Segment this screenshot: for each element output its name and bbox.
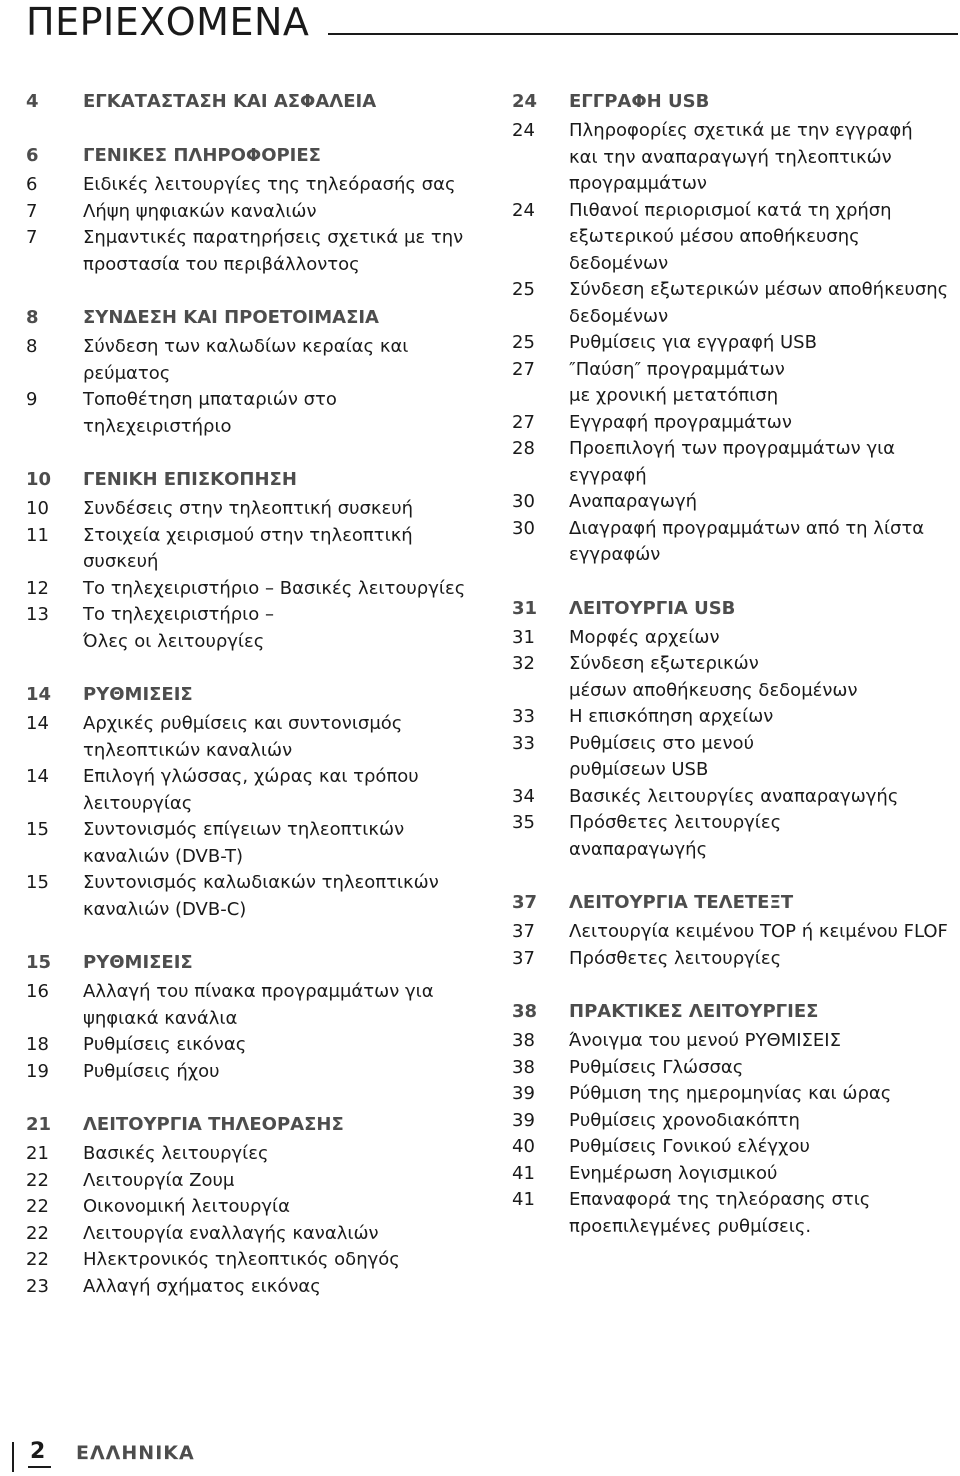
toc-section	[512, 998, 952, 1240]
toc-entry[interactable]	[512, 330, 952, 357]
toc-entry-text: Πρόσθετες λειτουργίες	[569, 947, 782, 969]
toc-section-heading[interactable]	[26, 466, 476, 494]
toc-section	[26, 1111, 476, 1300]
toc-entry-text: Επαναφορά της τηλεόρασης στις προεπιλεγμένες ρυθμίσεις.	[569, 1189, 871, 1237]
toc-entry-text: Αναπαραγωγή	[569, 491, 698, 512]
toc-section	[26, 466, 476, 655]
toc-entry[interactable]	[26, 1194, 476, 1221]
toc-heading-page: 6	[26, 145, 39, 166]
toc-entry-text: Ρυθμίσεις στο μενού ρυθμίσεων USB	[569, 732, 754, 780]
toc-entry-page: 31	[512, 626, 535, 648]
toc-entry[interactable]	[512, 516, 952, 569]
toc-entry-text: Σύνδεση εξωτερικών μέσων αποθήκευσης δεδομένων	[569, 279, 949, 327]
toc-entry[interactable]	[512, 198, 952, 278]
toc-entry[interactable]	[512, 946, 952, 973]
toc-entry-text: Συντονισμός καλωδιακών τηλεοπτικών καναλιών (DVB-C)	[83, 872, 439, 920]
toc-entry[interactable]	[512, 436, 952, 489]
toc-entry-page: 8	[26, 336, 38, 357]
toc-section-heading[interactable]	[26, 142, 476, 170]
toc-entry-page: 24	[512, 199, 535, 221]
toc-entry[interactable]	[512, 118, 952, 198]
toc-entry-page: 37	[512, 947, 535, 969]
toc-entry-page: 14	[26, 713, 49, 734]
toc-entry-text: Πληροφορίες σχετικά με την εγγραφή και την αναπαραγωγή τηλεοπτικών προγραμμάτων	[569, 120, 913, 194]
toc-heading-text: ΠΡΑΚΤΙΚΕΣ ΛΕΙΤΟΥΡΓΙΕΣ	[569, 1001, 819, 1022]
toc-entry[interactable]	[512, 625, 952, 652]
toc-section-heading[interactable]	[512, 889, 952, 917]
toc-entry[interactable]	[512, 784, 952, 811]
toc-entry-page: 15	[26, 872, 49, 893]
toc-heading-text: ΛΕΙΤΟΥΡΓΙΑ ΤΕΛΕΤΕΞΤ	[569, 892, 794, 913]
toc-heading-page: 8	[26, 307, 39, 328]
toc-entry-text: Ρυθμίσεις Γλώσσας	[569, 1056, 744, 1078]
toc-heading-text: ΛΕΙΤΟΥΡΓΙΑ ΤΗΛΕΟΡΑΣΗΣ	[83, 1114, 344, 1135]
toc-entry-text: Άνοιγμα του μενού ΡΥΘΜΙΣΕΙΣ	[569, 1030, 841, 1051]
toc-entry[interactable]	[26, 496, 476, 523]
toc-entry[interactable]	[512, 704, 952, 731]
toc-entry-text: Συντονισμός επίγειων τηλεοπτικών καναλιών (DVB-T)	[83, 819, 405, 867]
toc-entry-page: 22	[26, 1196, 49, 1217]
toc-entry-page: 11	[26, 524, 49, 546]
toc-entry-page: 33	[512, 706, 535, 727]
toc-entry-page: 41	[512, 1162, 535, 1184]
toc-entry-text: Αρχικές ρυθμίσεις και συντονισμός τηλεοπτικών καναλιών	[83, 713, 403, 761]
toc-section	[26, 304, 476, 440]
toc-entry[interactable]	[512, 1161, 952, 1188]
toc-section	[26, 949, 476, 1085]
toc-heading-page: 14	[26, 684, 52, 705]
toc-entry-text: Πιθανοί περιορισμοί κατά τη χρήση εξωτερικού μέσου αποθήκευσης δεδομένων	[569, 199, 892, 274]
toc-entry-text: Ηλεκτρονικός τηλεοπτικός οδηγός	[83, 1249, 400, 1270]
toc-entry-page: 32	[512, 653, 535, 674]
toc-entry-text: Ρυθμίσεις για εγγραφή USB	[569, 332, 817, 353]
toc-entry-text: Προεπιλογή των προγραμμάτων για εγγραφή	[569, 438, 896, 486]
toc-section-heading[interactable]	[26, 88, 476, 116]
page-number: 2	[28, 1438, 51, 1468]
toc-entry-page: 38	[512, 1030, 535, 1051]
toc-entry[interactable]	[512, 810, 952, 863]
toc-entry[interactable]	[512, 1028, 952, 1055]
toc-entry[interactable]	[26, 1141, 476, 1168]
toc-entry[interactable]	[512, 919, 952, 946]
toc-heading-text: ΣΥΝΔΕΣΗ ΚΑΙ ΠΡΟΕΤΟΙΜΑΣΙΑ	[83, 307, 379, 328]
title-rule	[328, 33, 958, 35]
toc-entry-page: 28	[512, 438, 535, 459]
toc-heading-text: ΕΓΚΑΤΑΣΤΑΣΗ ΚΑΙ ΑΣΦΑΛΕΙΑ	[83, 91, 377, 112]
toc-heading-page: 38	[512, 1001, 538, 1022]
toc-entry[interactable]	[26, 1059, 476, 1086]
toc-left-column	[26, 88, 476, 1326]
toc-entry-page: 33	[512, 732, 535, 754]
toc-heading-text: ΡΥΘΜΙΣΕΙΣ	[83, 952, 193, 973]
toc-entry-text: Επιλογή γλώσσας, χώρας και τρόπου λειτουργίας	[83, 766, 419, 814]
toc-heading-text: ΓΕΝΙΚΗ ΕΠΙΣΚΟΠΗΣΗ	[83, 469, 297, 490]
toc-entry-text: Ρυθμίσεις χρονοδιακόπτη	[569, 1109, 800, 1131]
toc-section-heading[interactable]	[26, 1111, 476, 1139]
toc-entry[interactable]	[512, 357, 952, 410]
toc-heading-page: 31	[512, 597, 538, 619]
toc-entry[interactable]	[512, 410, 952, 437]
toc-entry-page: 34	[512, 785, 535, 807]
toc-entry-page: 37	[512, 921, 535, 942]
toc-section-heading[interactable]	[512, 88, 952, 116]
toc-entry[interactable]	[26, 764, 476, 817]
toc-section-heading[interactable]	[26, 949, 476, 977]
toc-entry-text: Αλλαγή σχήματος εικόνας	[83, 1275, 321, 1297]
page-title: ΠΕΡΙΕΧΟΜΕΝΑ	[26, 0, 310, 44]
toc-entry[interactable]	[26, 387, 476, 440]
toc-entry-page: 9	[26, 389, 38, 410]
toc-heading-text: ΡΥΘΜΙΣΕΙΣ	[83, 684, 193, 705]
footer-bar	[12, 1442, 14, 1472]
toc-entry-page: 18	[26, 1034, 49, 1055]
toc-entry-text: Τοποθέτηση μπαταριών στο τηλεχειριστήριο	[83, 389, 337, 437]
toc-entry-page: 39	[512, 1109, 535, 1131]
toc-entry-page: 27	[512, 411, 535, 433]
toc-entry[interactable]	[26, 1168, 476, 1195]
toc-entry[interactable]	[512, 651, 952, 704]
toc-entry-text: Στοιχεία χειρισμού στην τηλεοπτική συσκευή	[83, 524, 413, 572]
toc-entry-text: Εγγραφή προγραμμάτων	[569, 411, 792, 433]
toc-entry[interactable]	[26, 523, 476, 576]
toc-section	[512, 889, 952, 972]
toc-entry-text: ″Παύση″ προγραμμάτων με χρονική μετατόπιση	[569, 358, 785, 406]
toc-entry-text: Διαγραφή προγραμμάτων από τη λίστα εγγραφών	[569, 517, 925, 565]
toc-heading-page: 37	[512, 892, 538, 913]
toc-entry-page: 25	[512, 279, 535, 300]
toc-entry-text: Το τηλεχειριστήριο – Βασικές λειτουργίες	[83, 577, 466, 599]
toc-entry[interactable]	[26, 334, 476, 387]
toc-entry-page: 7	[26, 200, 38, 222]
toc-entry[interactable]	[512, 1108, 952, 1135]
toc-entry[interactable]	[512, 1187, 952, 1240]
toc-heading-page: 4	[26, 91, 39, 112]
toc-entry-page: 21	[26, 1143, 49, 1164]
toc-entry-text: Σύνδεση των καλωδίων κεραίας και ρεύματος	[83, 336, 409, 384]
toc-entry-text: Σημαντικές παρατηρήσεις σχετικά με την προστασία του περιβάλλοντος	[83, 227, 464, 275]
toc-entry-text: Οικονομική λειτουργία	[83, 1196, 290, 1217]
toc-section-heading[interactable]	[26, 681, 476, 709]
toc-entry-page: 22	[26, 1249, 49, 1270]
toc-entry-page: 27	[512, 358, 535, 380]
toc-entry-page: 10	[26, 498, 49, 519]
toc-entry-page: 12	[26, 577, 49, 599]
toc-entry[interactable]	[512, 489, 952, 516]
toc-entry[interactable]	[26, 602, 476, 655]
toc-entry-text: Αλλαγή του πίνακα προγραμμάτων για ψηφιακά κανάλια	[83, 981, 434, 1029]
toc-entry-text: Λειτουργία κειμένου TOP ή κειμένου FLOF	[569, 921, 948, 942]
toc-section	[512, 595, 952, 864]
toc-heading-page: 15	[26, 952, 52, 973]
toc-entry-page: 30	[512, 517, 535, 539]
toc-section	[26, 88, 476, 116]
toc-entry-page: 40	[512, 1136, 535, 1157]
toc-entry-text: Ρυθμίσεις εικόνας	[83, 1034, 247, 1055]
toc-entry[interactable]	[26, 1032, 476, 1059]
toc-entry[interactable]	[26, 172, 476, 199]
toc-entry-page: 22	[26, 1169, 49, 1191]
toc-entry[interactable]	[512, 1134, 952, 1161]
toc-entry[interactable]	[512, 731, 952, 784]
toc-section-heading[interactable]	[26, 304, 476, 332]
toc-entry-text: Το τηλεχειριστήριο – Όλες οι λειτουργίες	[83, 604, 274, 652]
toc-entry[interactable]	[26, 1274, 476, 1301]
toc-entry-page: 15	[26, 819, 49, 840]
toc-heading-text: ΕΓΓΡΑΦΗ USB	[569, 91, 710, 112]
toc-entry-page: 30	[512, 491, 535, 512]
toc-entry-text: Βασικές λειτουργίες	[83, 1143, 269, 1164]
toc-entry[interactable]	[512, 277, 952, 330]
toc-entry-page: 7	[26, 227, 38, 248]
toc-entry[interactable]	[26, 225, 476, 278]
toc-entry-page: 23	[26, 1275, 49, 1297]
toc-right-column	[512, 88, 952, 1266]
toc-heading-page: 21	[26, 1114, 52, 1135]
toc-section-heading[interactable]	[512, 998, 952, 1026]
toc-entry-page: 38	[512, 1056, 535, 1078]
toc-entry-text: Ειδικές λειτουργίες της τηλεόρασής σας	[83, 174, 456, 195]
toc-entry-text: Ρύθμιση της ημερομηνίας και ώρας	[569, 1083, 892, 1104]
toc-heading-text: ΓΕΝΙΚΕΣ ΠΛΗΡΟΦΟΡΙΕΣ	[83, 145, 321, 166]
toc-entry-page: 39	[512, 1083, 535, 1104]
toc-entry[interactable]	[26, 1221, 476, 1248]
toc-entry-page: 35	[512, 812, 535, 833]
toc-entry-text: Η επισκόπηση αρχείων	[569, 706, 774, 727]
toc-section	[512, 88, 952, 569]
toc-entry[interactable]	[26, 199, 476, 226]
toc-section	[26, 142, 476, 278]
toc-entry[interactable]	[26, 1247, 476, 1274]
toc-entry-page: 16	[26, 981, 49, 1002]
toc-entry-page: 6	[26, 174, 38, 195]
toc-entry-text: Μορφές αρχείων	[569, 626, 720, 648]
toc-section	[26, 681, 476, 923]
toc-entry-text: Συνδέσεις στην τηλεοπτική συσκευή	[83, 498, 414, 519]
toc-entry-page: 25	[512, 332, 535, 353]
toc-entry[interactable]	[26, 817, 476, 870]
toc-entry[interactable]	[26, 979, 476, 1032]
toc-entry[interactable]	[26, 576, 476, 603]
toc-heading-text: ΛΕΙΤΟΥΡΓΙΑ USB	[569, 597, 736, 619]
toc-entry[interactable]	[26, 711, 476, 764]
footer-language: ΕΛΛΗΝΙΚΑ	[76, 1442, 195, 1464]
toc-entry-page: 41	[512, 1189, 535, 1210]
toc-entry-text: Πρόσθετες λειτουργίες αναπαραγωγής	[569, 812, 782, 860]
toc-entry-text: Λήψη ψηφιακών καναλιών	[83, 200, 317, 222]
toc-entry-text: Σύνδεση εξωτερικών μέσων αποθήκευσης δεδομένων	[569, 653, 858, 701]
toc-entry-page: 24	[512, 120, 535, 141]
toc-heading-page: 10	[26, 469, 52, 490]
toc-entry-text: Λειτουργία Ζουμ	[83, 1169, 235, 1191]
toc-entry-page: 19	[26, 1060, 49, 1082]
toc-entry-text: Ρυθμίσεις Γονικού ελέγχου	[569, 1136, 810, 1157]
toc-entry-page: 14	[26, 766, 49, 787]
toc-entry-text: Ρυθμίσεις ήχου	[83, 1060, 220, 1082]
toc-entry-page: 22	[26, 1222, 49, 1244]
toc-heading-page: 24	[512, 91, 538, 112]
toc-section-heading[interactable]	[512, 595, 952, 623]
toc-entry[interactable]	[512, 1055, 952, 1082]
toc-entry-text: Λειτουργία εναλλαγής καναλιών	[83, 1222, 379, 1244]
toc-entry-page: 13	[26, 604, 49, 625]
toc-entry[interactable]	[512, 1081, 952, 1108]
toc-entry-text: Ενημέρωση λογισμικού	[569, 1162, 778, 1184]
toc-entry[interactable]	[26, 870, 476, 923]
toc-entry-text: Βασικές λειτουργίες αναπαραγωγής	[569, 785, 899, 807]
